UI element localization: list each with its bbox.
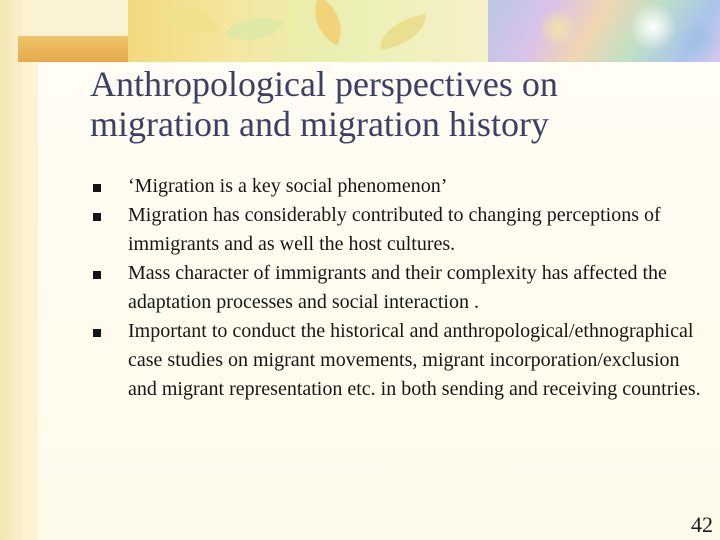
bullet-item bbox=[90, 259, 710, 317]
swirl-highlight bbox=[678, 20, 718, 60]
bullet-text: ‘Migration is a key social phenomenon’ bbox=[128, 175, 448, 197]
bullet-text: Migration has considerably contributed to changing perceptions of immigrants and as well the host cultures. bbox=[128, 204, 661, 255]
bullet-text: Important to conduct the historical and anthropological/ethnographical case studies on migrant movements, migrant incorporation/exclusion and migrant representation etc. in both sending and receiving countries. bbox=[128, 320, 701, 400]
decorative-header-banner bbox=[18, 0, 720, 62]
bullet-item bbox=[90, 172, 710, 201]
square-bullet-icon bbox=[93, 184, 101, 192]
bullet-list bbox=[90, 172, 710, 404]
page-number: 42 bbox=[691, 512, 713, 537]
bullet-item bbox=[90, 317, 710, 404]
square-bullet-icon bbox=[93, 329, 101, 337]
bullet-item bbox=[90, 201, 710, 259]
square-bullet-icon bbox=[93, 213, 101, 221]
square-bullet-icon bbox=[93, 271, 101, 279]
swirl-highlight bbox=[538, 8, 578, 48]
slide-title: Anthropological perspectives on migration and migration history bbox=[90, 64, 558, 144]
bullet-text: Mass character of immigrants and their complexity has affected the adaptation processes and social interaction . bbox=[128, 262, 667, 313]
left-decorative-band bbox=[0, 0, 22, 540]
swirl-highlight bbox=[628, 4, 678, 50]
gold-strip bbox=[18, 36, 128, 62]
